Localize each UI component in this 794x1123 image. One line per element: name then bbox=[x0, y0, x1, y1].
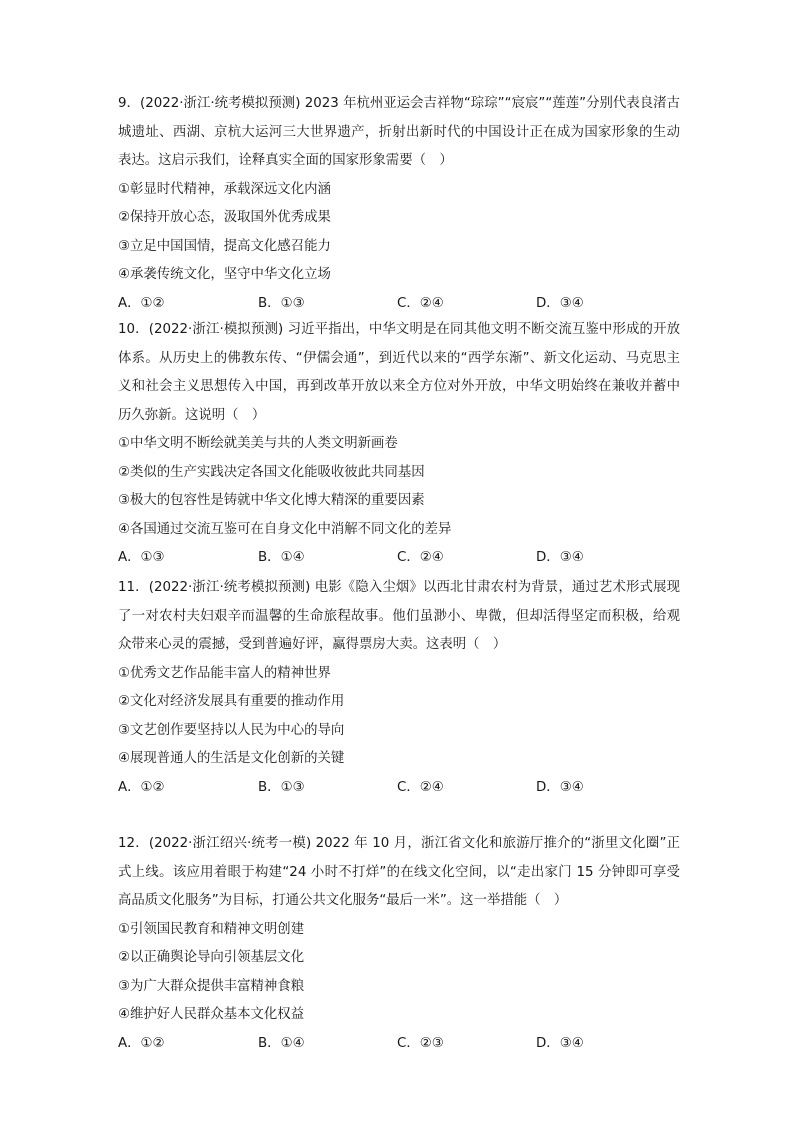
statement-option: ④各国通过交流互鉴可在自身文化中消解不同文化的差异 bbox=[118, 521, 452, 537]
statement-option: ④维护好人民群众基本文化权益 bbox=[118, 1007, 305, 1022]
choice-a[interactable]: A．①③ bbox=[118, 550, 165, 565]
question-stem: 12．(2022·浙江绍兴·统考一模) 2022 年 10 月，浙江省文化和旅游厅推介的“浙里文化圈”正式上线。该应用着眼于构建“24 小时不打烊”的在线文化空间，以“走出家门 15 分钟即可享受高品质文化服务”为目标，打通公共文化服务“最后一米”。这一举措能（ ） bbox=[118, 836, 680, 908]
question-stem: 10．(2022·浙江·模拟预测) 习近平指出，中华文明是在同其他文明不断交流互鉴中形成的开放体系。从历史上的佛教东传、“伊儒会通”，到近代以来的“西学东渐”、新文化运动、马克思主义和社会主义思想传入中国，再到改革开放以来全方位对外开放，中华文明始终在兼收并蓄中历久弥新。这说明（ ） bbox=[118, 322, 680, 423]
statement-option: ④展现普通人的生活是文化创新的关键 bbox=[118, 751, 345, 766]
choice-b[interactable]: B．①③ bbox=[258, 295, 305, 311]
question-11 bbox=[118, 574, 680, 802]
choice-d[interactable]: D．③④ bbox=[536, 1035, 584, 1051]
statement-option: ②类似的生产实践决定各国文化能吸收彼此共同基因 bbox=[118, 464, 425, 480]
choice-c[interactable]: C．②③ bbox=[397, 1035, 444, 1051]
statement-option: ①彰显时代精神，承载深远文化内涵 bbox=[118, 181, 331, 197]
statement-option: ②以正确舆论导向引领基层文化 bbox=[118, 950, 305, 965]
choice-c[interactable]: C．②④ bbox=[397, 779, 444, 795]
choice-c[interactable]: C．②④ bbox=[397, 295, 444, 311]
choice-b[interactable]: B．①④ bbox=[258, 1035, 305, 1051]
choice-d[interactable]: D．③④ bbox=[536, 295, 584, 311]
choice-b[interactable]: B．①③ bbox=[258, 779, 305, 795]
statement-option: ③为广大群众提供丰富精神食粮 bbox=[118, 978, 305, 994]
question-stem: 9．(2022·浙江·统考模拟预测) 2023 年杭州亚运会吉祥物“琮琮”“宸宸”“莲莲”分别代表良渚古城遗址、西湖、京杭大运河三大世界遗产，折射出新时代的中国设计正在成为国家形象的生动表达。这启示我们，诠释真实全面的国家形象需要（ ） bbox=[118, 96, 680, 168]
statement-option: ③极大的包容性是铸就中华文化博大精深的重要因素 bbox=[118, 493, 425, 508]
choice-b[interactable]: B．①④ bbox=[258, 550, 305, 565]
question-12 bbox=[118, 830, 680, 1058]
question-10 bbox=[118, 316, 680, 573]
answer-choices bbox=[118, 544, 680, 573]
statement-option: ③立足中国国情，提高文化感召能力 bbox=[118, 238, 331, 254]
choice-a[interactable]: A．①② bbox=[118, 779, 165, 795]
choice-c[interactable]: C．②④ bbox=[397, 550, 444, 565]
question-stem: 11．(2022·浙江·统考模拟预测) 电影《隐入尘烟》以西北甘肃农村为背景，通过艺术形式展现了一对农村夫妇艰辛而温馨的生命旅程故事。他们虽渺小、卑微，但却活得坚定而积极，给观众带来心灵的震撼，受到普遍好评，赢得票房大卖。这表明（ ） bbox=[118, 580, 680, 652]
statement-option: ②保持开放心态，汲取国外优秀成果 bbox=[118, 210, 331, 225]
statement-option: ①中华文明不断绘就美美与共的人类文明新画卷 bbox=[118, 436, 398, 451]
choice-d[interactable]: D．③④ bbox=[536, 550, 584, 565]
choice-d[interactable]: D．③④ bbox=[536, 779, 584, 795]
answer-choices bbox=[118, 1030, 680, 1059]
statement-option: ①优秀文艺作品能丰富人的精神世界 bbox=[118, 665, 331, 681]
statement-option: ③文艺创作要坚持以人民为中心的导向 bbox=[118, 722, 345, 738]
answer-choices bbox=[118, 290, 680, 319]
statement-option: ②文化对经济发展具有重要的推动作用 bbox=[118, 694, 345, 709]
choice-a[interactable]: A．①② bbox=[118, 295, 165, 311]
choice-a[interactable]: A．①② bbox=[118, 1035, 165, 1051]
question-9 bbox=[118, 90, 680, 318]
answer-choices bbox=[118, 774, 680, 803]
statement-option: ④承袭传统文化，坚守中华文化立场 bbox=[118, 267, 331, 282]
statement-option: ①引领国民教育和精神文明创建 bbox=[118, 921, 305, 937]
